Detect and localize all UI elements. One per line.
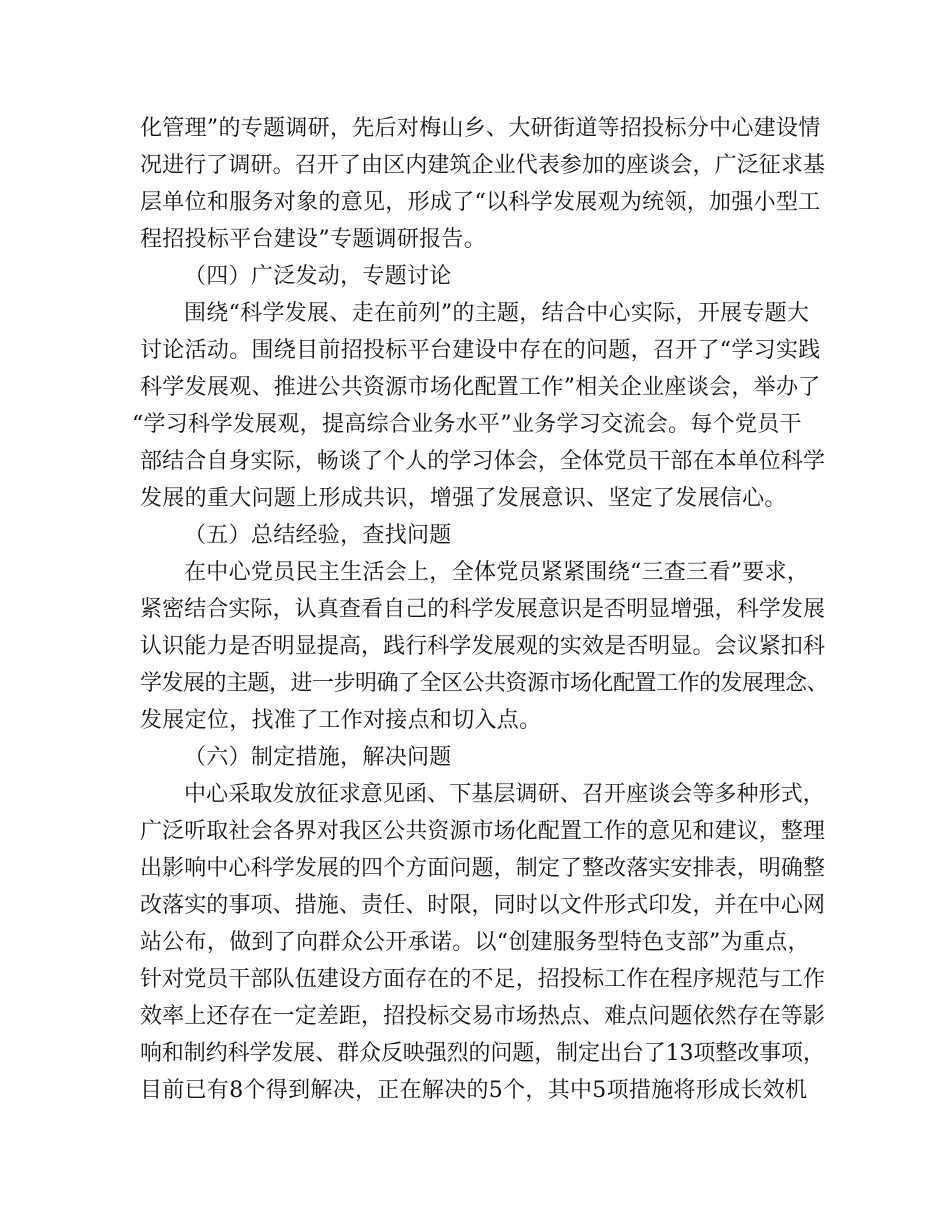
text-line: 部结合自身实际，畅谈了个人的学习体会，全体党员干部在本单位科学 [140, 449, 826, 474]
text-line: 围绕“科学发展、走在前列”的主题，结合中心实际，开展专题大 [184, 301, 810, 326]
text-line: 学发展的主题，进一步明确了全区公共资源市场化配置工作的发展理念、 [140, 671, 829, 696]
text-line: 中心采取发放征求意见函、下基层调研、召开座谈会等多种形式， [184, 782, 825, 807]
text-line: 科学发展观、推进公共资源市场化配置工作”相关企业座谈会，举办了 [140, 375, 821, 400]
text-line: 响和制约科学发展、群众反映强烈的问题，制定出台了13项整改事项， [140, 1041, 825, 1066]
text-line: 紧密结合实际，认真查看自己的科学发展意识是否明显增强，科学发展 [140, 597, 826, 622]
text-line: 广泛听取社会各界对我区公共资源市场化配置工作的意见和建议，整理 [140, 819, 826, 844]
text-line: 改落实的事项、措施、责任、时限，同时以文件形式印发，并在中心网 [140, 893, 826, 918]
text-line: 出影响中心科学发展的四个方面问题，制定了整改落实安排表，明确整 [140, 856, 826, 881]
text-line: 目前已有8个得到解决，正在解决的5个，其中5项措施将形成长效机 [140, 1078, 808, 1103]
text-line: 发展的重大问题上形成共识，增强了发展意识、坚定了发展信心。 [140, 486, 787, 511]
text-line: 认识能力是否明显提高，践行科学发展观的实效是否明显。会议紧扣科 [140, 634, 826, 659]
text-line: 讨论活动。围绕目前招投标平台建设中存在的问题，召开了“学习实践 [140, 338, 821, 363]
text-line: 针对党员干部队伍建设方面存在的不足，招投标工作在程序规范与工作 [140, 967, 826, 992]
text-line: 况进行了调研。召开了由区内建筑企业代表参加的座谈会，广泛征求基 [140, 153, 826, 178]
section-heading: （六）制定措施，解决问题 [184, 745, 452, 770]
text-line: 程招投标平台建设”专题调研报告。 [140, 227, 487, 252]
text-line: 在中心党员民主生活会上，全体党员紧紧围绕“三查三看”要求， [184, 560, 810, 585]
section-heading: （四）广泛发动，专题讨论 [184, 264, 452, 289]
text-line: 化管理”的专题调研，先后对梅山乡、大研街道等招投标分中心建设情 [140, 116, 821, 141]
text-line: 发展定位，找准了工作对接点和切入点。 [140, 708, 542, 733]
text-line: 效率上还存在一定差距，招投标交易市场热点、难点问题依然存在等影 [140, 1004, 826, 1029]
text-line: “学习科学发展观，提高综合业务水平”业务学习交流会。每个党员干 [132, 412, 802, 437]
text-line: 站公布，做到了向群众公开承诺。以“创建服务型特色支部”为重点， [140, 930, 810, 955]
section-heading: （五）总结经验，查找问题 [184, 523, 452, 548]
text-line: 层单位和服务对象的意见，形成了“以科学发展观为统领，加强小型工 [140, 190, 821, 215]
